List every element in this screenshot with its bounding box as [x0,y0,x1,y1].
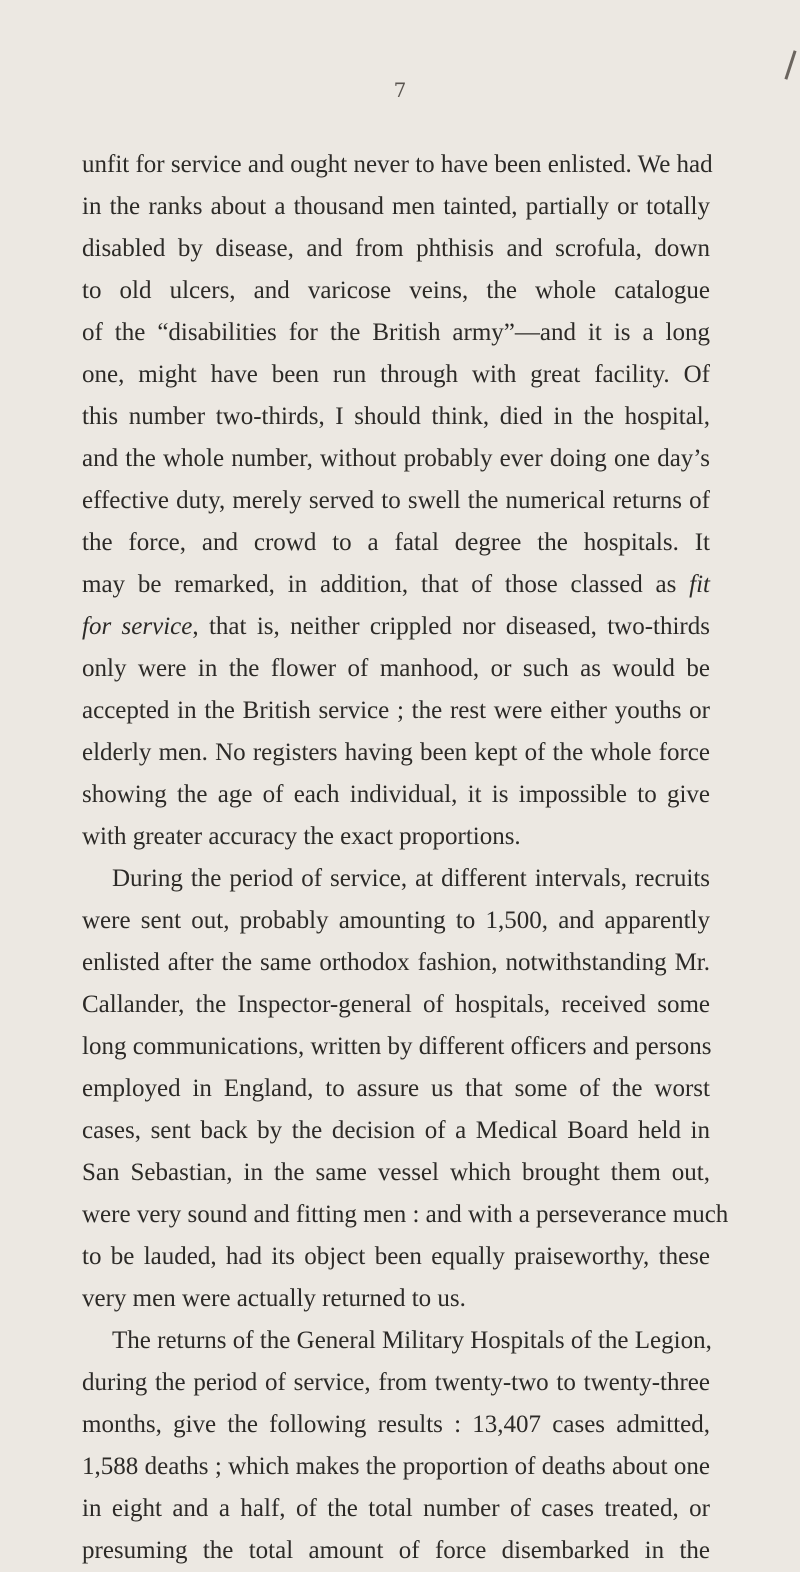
text-line: San Sebastian, in the same vessel which brought them out, [82,1159,710,1186]
text-line: 1,588 deaths ; which makes the proportion of deaths about one [82,1453,710,1480]
text-line: one, might have been run through with great facility. Of [82,361,710,388]
text-line [82,564,710,606]
text-line: Callander, the Inspector-general of hospitals, received some [82,991,710,1018]
text-line: showing the age of each individual, it is impossible to give [82,781,710,808]
text-line: the force, and crowd to a fatal degree the hospitals. It [82,529,710,556]
text-line: to old ulcers, and varicose veins, the whole catalogue [82,277,710,304]
text-line: and the whole number, without probably ever doing one day’s [82,445,710,472]
text-line: only were in the flower of manhood, or such as would be [82,655,710,682]
text-line: during the period of service, from twenty-two to twenty-three [82,1369,710,1396]
text-segment: , that is, neither crippled nor diseased, two-thirds [192,613,710,640]
text-line: were sent out, probably amounting to 1,500, and apparently [82,907,710,934]
text-line: accepted in the British service ; the rest were either youths or [82,697,710,724]
text-line: of the “disabilities for the British army”—and it is a long [82,319,710,346]
text-line: presuming the total amount of force disembarked in the [82,1537,710,1564]
text-line: During the period of service, at different intervals, recruits [112,865,710,892]
text-line: disabled by disease, and from phthisis and scrofula, down [82,235,710,262]
page-number: 7 [393,78,407,102]
italic-text: fit [689,571,710,598]
text-line: in the ranks about a thousand men tainted, partially or totally [82,193,710,220]
text-line: enlisted after the same orthodox fashion, notwithstanding Mr. [82,949,710,976]
text-line: to be lauded, had its object been equally praiseworthy, these [82,1243,710,1270]
body-text [82,144,729,1572]
text-line: this number two-thirds, I should think, died in the hospital, [82,403,710,430]
text-line: months, give the following results : 13,407 cases admitted, [82,1411,710,1438]
text-line: long communications, written by different officers and persons [82,1033,712,1060]
text-line: The returns of the General Military Hospitals of the Legion, [112,1327,712,1354]
text-line: unfit for service and ought never to have been enlisted. We had [82,151,713,178]
text-line: elderly men. No registers having been kept of the whole force [82,739,710,766]
text-segment: may be remarked, in addition, that of those classed as [82,571,690,598]
text-line: were very sound and fitting men : and with a perseverance much [82,1201,729,1228]
text-line [82,606,710,648]
italic-text: for service [82,613,193,640]
text-line: very men were actually returned to us. [82,1285,466,1312]
text-line: effective duty, merely served to swell the numerical returns of [82,487,710,514]
text-line: with greater accuracy the exact proportions. [82,823,521,850]
text-line: employed in England, to assure us that some of the worst [82,1075,710,1102]
text-line: in eight and a half, of the total number of cases treated, or [82,1495,710,1522]
text-line: cases, sent back by the decision of a Medical Board held in [82,1117,710,1144]
page-edge-mark [784,50,796,79]
